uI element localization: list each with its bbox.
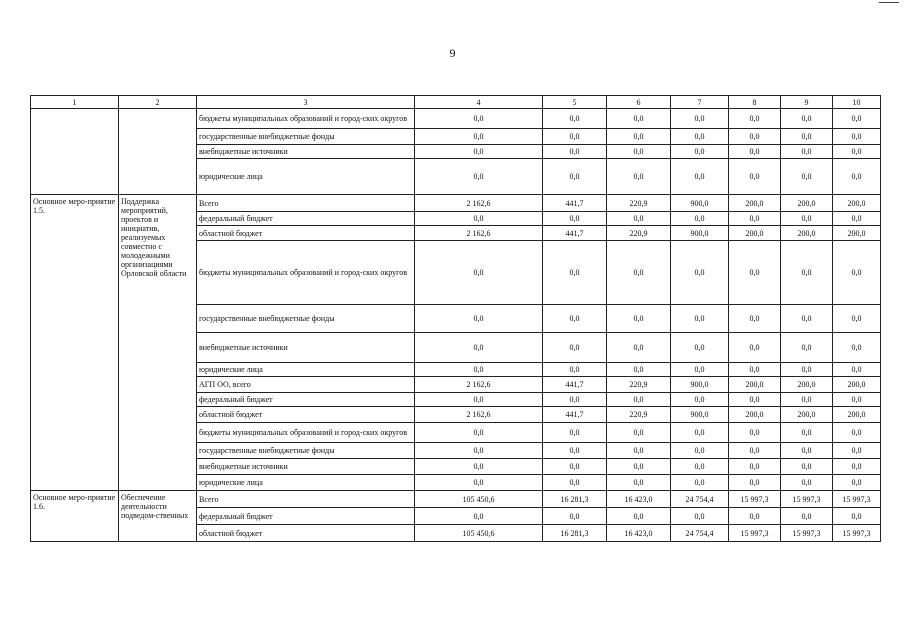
value-cell: 0,0: [729, 129, 781, 145]
value-cell: 0,0: [671, 109, 729, 129]
value-cell: 15 997,3: [781, 491, 833, 508]
header-cell: 1: [31, 96, 119, 109]
corner-mark: [879, 2, 899, 4]
header-cell: 7: [671, 96, 729, 109]
value-cell: 900,0: [671, 407, 729, 423]
value-cell: 0,0: [607, 423, 671, 443]
value-cell: 0,0: [415, 129, 543, 145]
value-cell: 0,0: [729, 393, 781, 407]
funding-source-cell: государственные внебюджетные фонды: [197, 443, 415, 459]
funding-source-cell: юридические лица: [197, 475, 415, 491]
value-cell: 0,0: [833, 475, 881, 491]
value-cell: 0,0: [671, 393, 729, 407]
value-cell: 200,0: [781, 226, 833, 241]
value-cell: 0,0: [415, 145, 543, 159]
value-cell: 900,0: [671, 377, 729, 393]
header-cell: 4: [415, 96, 543, 109]
value-cell: 0,0: [543, 363, 607, 377]
value-cell: 0,0: [543, 333, 607, 363]
value-cell: 0,0: [729, 443, 781, 459]
value-cell: 0,0: [607, 159, 671, 195]
value-cell: 0,0: [781, 109, 833, 129]
funding-source-cell: областной бюджет: [197, 525, 415, 542]
value-cell: 0,0: [729, 459, 781, 475]
value-cell: 200,0: [781, 377, 833, 393]
value-cell: 0,0: [607, 475, 671, 491]
funding-source-cell: Всего: [197, 491, 415, 508]
value-cell: 0,0: [833, 145, 881, 159]
value-cell: 200,0: [729, 226, 781, 241]
funding-source-cell: Всего: [197, 195, 415, 212]
value-cell: 0,0: [543, 212, 607, 226]
value-cell: 0,0: [729, 363, 781, 377]
header-cell: 3: [197, 96, 415, 109]
value-cell: 0,0: [729, 109, 781, 129]
value-cell: 0,0: [415, 305, 543, 333]
budget-table: [30, 95, 881, 542]
measure-name-cell: Основное меро-приятие 1.5.: [31, 195, 119, 491]
value-cell: 0,0: [729, 333, 781, 363]
value-cell: 0,0: [671, 443, 729, 459]
value-cell: 0,0: [415, 109, 543, 129]
header-row: [31, 96, 881, 109]
funding-source-cell: юридические лица: [197, 159, 415, 195]
value-cell: 0,0: [543, 145, 607, 159]
value-cell: 200,0: [781, 195, 833, 212]
value-cell: 0,0: [607, 145, 671, 159]
value-cell: 0,0: [833, 241, 881, 305]
value-cell: 0,0: [607, 393, 671, 407]
header-cell: 10: [833, 96, 881, 109]
value-cell: 200,0: [729, 377, 781, 393]
value-cell: 0,0: [543, 305, 607, 333]
value-cell: 0,0: [671, 508, 729, 525]
table-row: [31, 491, 881, 508]
value-cell: 0,0: [671, 333, 729, 363]
header-cell: 5: [543, 96, 607, 109]
value-cell: 0,0: [543, 129, 607, 145]
funding-source-cell: юридические лица: [197, 363, 415, 377]
measure-description-cell: Обеспечение деятельности подведом-ственных: [119, 491, 197, 542]
value-cell: 200,0: [833, 407, 881, 423]
value-cell: 0,0: [729, 241, 781, 305]
measure-name-cell: Основное меро-приятие 1.6.: [31, 491, 119, 542]
value-cell: 0,0: [671, 241, 729, 305]
value-cell: 441,7: [543, 407, 607, 423]
value-cell: 0,0: [671, 423, 729, 443]
value-cell: 0,0: [781, 212, 833, 226]
value-cell: 0,0: [729, 212, 781, 226]
value-cell: 0,0: [729, 475, 781, 491]
value-cell: 0,0: [415, 508, 543, 525]
value-cell: 0,0: [833, 459, 881, 475]
value-cell: 0,0: [543, 475, 607, 491]
value-cell: 2 162,6: [415, 377, 543, 393]
funding-source-cell: бюджеты муниципальных образований и город-ских округов: [197, 241, 415, 305]
value-cell: 0,0: [415, 475, 543, 491]
value-cell: 0,0: [543, 459, 607, 475]
value-cell: 2 162,6: [415, 226, 543, 241]
value-cell: 16 423,0: [607, 491, 671, 508]
header-cell: 9: [781, 96, 833, 109]
value-cell: 105 450,6: [415, 525, 543, 542]
funding-source-cell: внебюджетные источники: [197, 145, 415, 159]
funding-source-cell: федеральный бюджет: [197, 212, 415, 226]
funding-source-cell: внебюджетные источники: [197, 333, 415, 363]
value-cell: 0,0: [833, 305, 881, 333]
value-cell: 0,0: [543, 159, 607, 195]
value-cell: 0,0: [781, 459, 833, 475]
value-cell: 0,0: [729, 305, 781, 333]
value-cell: 200,0: [833, 226, 881, 241]
header-cell: 8: [729, 96, 781, 109]
value-cell: 0,0: [415, 333, 543, 363]
value-cell: 0,0: [833, 129, 881, 145]
value-cell: 0,0: [415, 393, 543, 407]
measure-description-cell: Поддержка мероприятий, проектов и инициатив, реализуемых совместно с молодежными организациями Орловской области: [119, 195, 197, 491]
value-cell: 900,0: [671, 226, 729, 241]
value-cell: 15 997,3: [729, 525, 781, 542]
value-cell: 0,0: [781, 129, 833, 145]
value-cell: 0,0: [543, 109, 607, 129]
value-cell: 220,9: [607, 407, 671, 423]
value-cell: 200,0: [729, 407, 781, 423]
value-cell: 0,0: [781, 475, 833, 491]
value-cell: 0,0: [781, 363, 833, 377]
value-cell: 0,0: [415, 423, 543, 443]
value-cell: 16 281,3: [543, 491, 607, 508]
value-cell: 0,0: [833, 423, 881, 443]
page-number: 9: [449, 46, 456, 60]
value-cell: 15 997,3: [833, 491, 881, 508]
funding-source-cell: государственные внебюджетные фонды: [197, 129, 415, 145]
value-cell: 441,7: [543, 195, 607, 212]
value-cell: 200,0: [729, 195, 781, 212]
header-cell: 6: [607, 96, 671, 109]
value-cell: 15 997,3: [781, 525, 833, 542]
value-cell: 0,0: [607, 459, 671, 475]
value-cell: 0,0: [415, 212, 543, 226]
value-cell: 0,0: [833, 363, 881, 377]
value-cell: 441,7: [543, 377, 607, 393]
value-cell: 0,0: [781, 393, 833, 407]
value-cell: 0,0: [671, 212, 729, 226]
funding-source-cell: внебюджетные источники: [197, 459, 415, 475]
value-cell: 0,0: [781, 423, 833, 443]
value-cell: 0,0: [833, 443, 881, 459]
value-cell: 0,0: [781, 145, 833, 159]
value-cell: 0,0: [671, 363, 729, 377]
value-cell: 2 162,6: [415, 195, 543, 212]
value-cell: 0,0: [607, 212, 671, 226]
value-cell: 16 423,0: [607, 525, 671, 542]
value-cell: 0,0: [781, 305, 833, 333]
value-cell: 15 997,3: [729, 491, 781, 508]
value-cell: 0,0: [415, 159, 543, 195]
value-cell: 0,0: [543, 241, 607, 305]
value-cell: 0,0: [607, 305, 671, 333]
value-cell: 0,0: [833, 393, 881, 407]
funding-source-cell: федеральный бюджет: [197, 508, 415, 525]
value-cell: 0,0: [781, 333, 833, 363]
funding-source-cell: АГП ОО, всего: [197, 377, 415, 393]
value-cell: 220,9: [607, 195, 671, 212]
value-cell: 0,0: [607, 129, 671, 145]
value-cell: 0,0: [833, 333, 881, 363]
value-cell: 200,0: [833, 195, 881, 212]
value-cell: 0,0: [607, 443, 671, 459]
value-cell: 441,7: [543, 226, 607, 241]
table-row: [31, 195, 881, 212]
value-cell: 0,0: [415, 241, 543, 305]
funding-source-cell: областной бюджет: [197, 226, 415, 241]
value-cell: 0,0: [833, 508, 881, 525]
value-cell: 0,0: [671, 129, 729, 145]
value-cell: 0,0: [729, 508, 781, 525]
value-cell: 200,0: [833, 377, 881, 393]
measure-description-cell: [119, 109, 197, 195]
value-cell: 0,0: [781, 443, 833, 459]
value-cell: 0,0: [671, 475, 729, 491]
funding-source-cell: государственные внебюджетные фонды: [197, 305, 415, 333]
value-cell: 0,0: [833, 109, 881, 129]
value-cell: 0,0: [781, 159, 833, 195]
value-cell: 0,0: [671, 459, 729, 475]
value-cell: 220,9: [607, 377, 671, 393]
value-cell: 0,0: [729, 145, 781, 159]
value-cell: 200,0: [781, 407, 833, 423]
value-cell: 0,0: [543, 393, 607, 407]
value-cell: 0,0: [781, 508, 833, 525]
value-cell: 0,0: [781, 241, 833, 305]
value-cell: 0,0: [607, 241, 671, 305]
value-cell: 900,0: [671, 195, 729, 212]
value-cell: 15 997,3: [833, 525, 881, 542]
value-cell: 220,9: [607, 226, 671, 241]
header-cell: 2: [119, 96, 197, 109]
value-cell: 105 450,6: [415, 491, 543, 508]
value-cell: 2 162,6: [415, 407, 543, 423]
value-cell: 0,0: [607, 508, 671, 525]
table-row: [31, 109, 881, 129]
value-cell: 0,0: [607, 363, 671, 377]
funding-source-cell: бюджеты муниципальных образований и город-ских округов: [197, 423, 415, 443]
value-cell: 0,0: [415, 363, 543, 377]
funding-source-cell: областной бюджет: [197, 407, 415, 423]
value-cell: 0,0: [671, 305, 729, 333]
value-cell: 0,0: [729, 159, 781, 195]
value-cell: 0,0: [671, 145, 729, 159]
budget-table-wrapper: [30, 95, 880, 542]
value-cell: 0,0: [833, 212, 881, 226]
value-cell: 0,0: [415, 459, 543, 475]
value-cell: 0,0: [607, 333, 671, 363]
value-cell: 0,0: [543, 423, 607, 443]
value-cell: 0,0: [671, 159, 729, 195]
value-cell: 0,0: [833, 159, 881, 195]
value-cell: 0,0: [607, 109, 671, 129]
funding-source-cell: бюджеты муниципальных образований и город-ских округов: [197, 109, 415, 129]
value-cell: 16 281,3: [543, 525, 607, 542]
value-cell: 0,0: [543, 443, 607, 459]
measure-name-cell: [31, 109, 119, 195]
value-cell: 0,0: [415, 443, 543, 459]
value-cell: 24 754,4: [671, 491, 729, 508]
value-cell: 24 754,4: [671, 525, 729, 542]
value-cell: 0,0: [543, 508, 607, 525]
value-cell: 0,0: [729, 423, 781, 443]
funding-source-cell: федеральный бюджет: [197, 393, 415, 407]
